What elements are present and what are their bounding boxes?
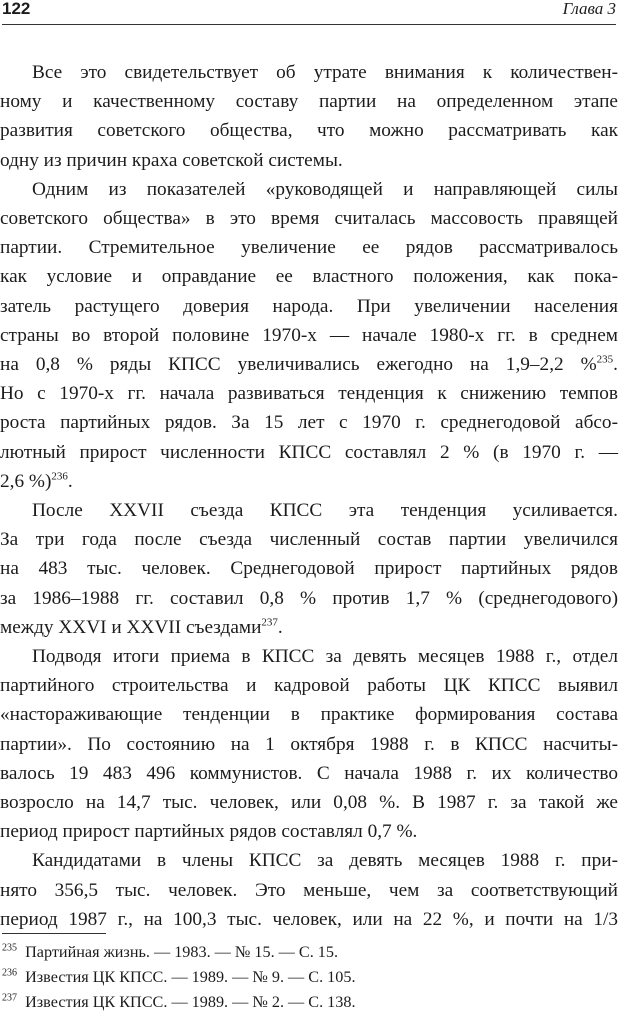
text-line: как условие и оправдание ее властного положения, как пока- [0,266,618,288]
footnote-text: Известия ЦК КПСС. — 1989. — № 9. — С. 105. [25,967,356,986]
footnote-236 [2,965,602,990]
footnote-text: Партийная жизнь. — 1983. — № 15. — С. 15. [25,943,339,961]
text-line: на 483 тыс. человек. Среднегодовой прирост партийных рядов [0,558,618,580]
text-line: Но с 1970-х гг. начала развиваться тенденция к снижению темпов [0,383,618,405]
footnote-separator [2,933,106,934]
paragraph-4 [0,642,618,846]
footnote-ref-235[interactable]: 235 [596,353,614,366]
text-line: «настораживающие тенденции в практике формирования состава [0,704,618,726]
text-line: страны во второй половине 1970-х — начале 1980-х гг. в среднем [0,324,618,346]
footnote-number: 235 [2,942,17,954]
text-line: одну из причин краха советской системы. [0,149,343,171]
text-line: После XXVII съезда КПСС эта тенденция усиливается. [32,500,618,522]
text-line: ному и качественному составу партии на определенном этапе [0,91,618,113]
footnotes [2,940,602,1014]
text-line: Кандидатами в члены КПСС за девять месяцев 1988 г. при- [32,850,618,872]
page-number: 122 [2,0,31,18]
text-line: партии». По состоянию на 1 октября 1988 г. в КПСС насчиты- [0,733,618,755]
text-line: за 1986–1988 гг. составил 0,8 % против 1,7 % (среднегодового) [0,587,618,609]
paragraph-2 [0,175,618,496]
footnote-ref-237[interactable]: 237 [261,616,278,629]
footnote-number: 237 [2,992,17,1004]
text-segment: на 0,8 % ряды КПСС увеличивались ежегодно на 1,9–2,2 % [0,354,597,376]
text-line: период 1987 г., на 100,3 тыс. человек, или на 22 %, и почти на 1/3 [0,908,618,930]
text-line-with-ref: на 0,8 % ряды КПСС увеличивались ежегодно на 1,9–2,2 %$^{235}$. [0,353,618,376]
footnote-number: 236 [2,967,17,979]
text-line: валось 19 483 496 коммунистов. С начала 1988 г. их количество [0,762,618,784]
footnote-text: Известия ЦК КПСС. — 1989. — № 2. — С. 138. [25,992,356,1011]
text-line: возросло на 14,7 тыс. человек, или 0,08 %. В 1987 г. за такой же [0,792,618,814]
main-text [0,58,618,934]
text-line: затель растущего доверия народа. При увеличении населения [0,295,618,317]
footnote-235 [2,940,602,965]
text-line: советского общества» в это время считалась массовость правящей [0,208,618,230]
text-line: развития советского общества, что можно рассматривать как [0,120,618,142]
running-header [2,0,616,25]
chapter-title: Глава 3 [562,0,616,18]
paragraph-5 [0,846,618,934]
text-line: роста партийных рядов. За 15 лет с 1970 г. среднегодовой абсо- [0,412,618,434]
text-line: За три года после съезда численный состав партии увеличился [0,529,618,551]
text-line: лютный прирост численности КПСС составлял 2 % (в 1970 г. — [0,441,618,463]
text-line: период прирост партийных рядов составлял 0,7 %. [0,821,418,843]
paragraph-1 [0,58,618,175]
text-line: партийного строительства и кадровой работы ЦК КПСС выявил [0,675,618,697]
text-line: Все это свидетельствует об утрате внимания к количествен- [32,62,618,83]
text-segment: 2,6 %) [0,470,52,492]
text-segment: между XXVI и XXVII съездами [0,616,262,638]
text-line-with-ref: 2,6 %)$^{236}$. [0,470,73,492]
text-line: Подводя итоги приема в КПСС за девять месяцев 1988 г., отдел [32,646,618,668]
text-line-with-ref: между XXVI и XXVII съездами$^{237}$. [0,616,283,638]
text-line: партии. Стремительное увеличение ее рядов рассматривалось [0,237,618,259]
paragraph-3 [0,496,618,642]
footnote-237 [2,990,602,1015]
text-line: Одним из показателей «руководящей и направляющей силы [32,178,618,200]
text-line: нято 356,5 тыс. человек. Это меньше, чем за соответствующий [0,879,618,901]
footnote-ref-236[interactable]: 236 [51,470,68,483]
